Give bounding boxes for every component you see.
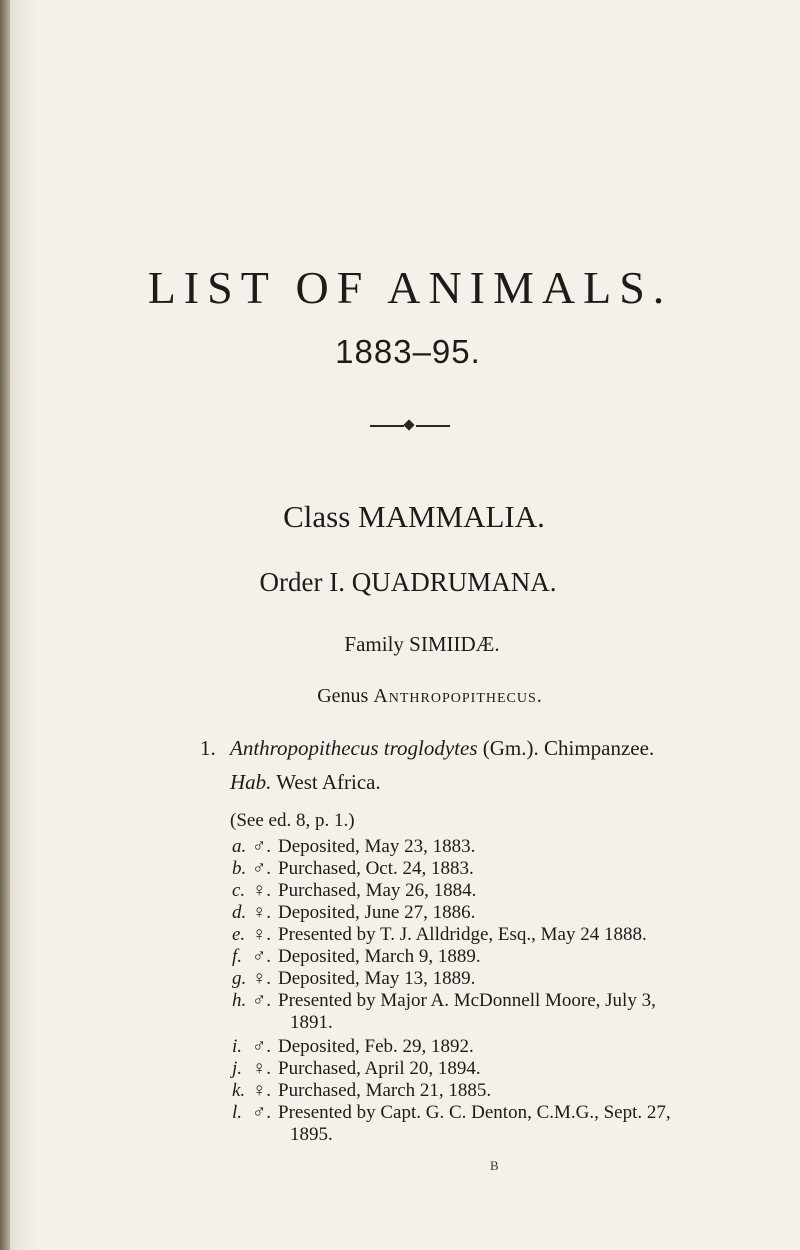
sex-symbol: ♂.	[252, 858, 271, 879]
entry-letter: f.	[232, 946, 243, 967]
entry-letter: b.	[232, 858, 247, 879]
genus-name: Anthropopithecus.	[373, 685, 543, 707]
divider-rule-right	[416, 425, 450, 427]
divider-rule-left	[370, 425, 404, 427]
habitat-value: West Africa.	[271, 770, 381, 794]
family-heading: Family SIMIIDÆ.	[344, 632, 500, 656]
entry-text: Deposited, May 13, 1889.	[278, 968, 476, 989]
class-heading: Class MAMMALIA.	[283, 499, 545, 534]
entry-letter: l.	[232, 1102, 243, 1123]
entry-text: Presented by Capt. G. C. Denton, C.M.G., Sept. 27,	[278, 1102, 671, 1123]
entry-letter: e.	[232, 924, 246, 945]
entry-letter: c.	[232, 880, 246, 901]
sex-symbol: ♀.	[252, 1058, 271, 1079]
sex-symbol: ♀.	[252, 968, 271, 989]
divider-ornament	[370, 421, 450, 431]
sex-symbol: ♂.	[252, 836, 271, 857]
sex-symbol: ♀.	[252, 902, 271, 923]
entry-letter: h.	[232, 990, 247, 1011]
year-range: 1883–95.	[335, 333, 481, 370]
species-number: 1.	[200, 736, 216, 760]
entry-letter: a.	[232, 836, 247, 857]
entry-text: Deposited, Feb. 29, 1892.	[278, 1036, 474, 1057]
species-authority: (Gm.). Chimpanzee.	[477, 736, 655, 760]
entry-text: Deposited, May 23, 1883.	[278, 836, 476, 857]
signature-mark: B	[490, 1158, 499, 1173]
genus-prefix: Genus	[317, 685, 374, 707]
entry-letter: i.	[232, 1036, 243, 1057]
entry-text: Purchased, March 21, 1885.	[278, 1080, 492, 1101]
entry-letter: k.	[232, 1080, 246, 1101]
entry-letter: d.	[232, 902, 247, 923]
habitat-label: Hab.	[230, 770, 272, 794]
entry-text-continued: 1895.	[290, 1124, 333, 1145]
sex-symbol: ♂.	[252, 1036, 271, 1057]
entry-letter: j.	[232, 1058, 243, 1079]
entry-text: Deposited, March 9, 1889.	[278, 946, 481, 967]
entry-letter: g.	[232, 968, 247, 989]
species-body	[230, 734, 654, 762]
species-scientific-name: Anthropopithecus troglodytes	[230, 736, 478, 760]
page-binding-shadow	[0, 0, 10, 1250]
entry-text: Purchased, May 26, 1884.	[278, 880, 477, 901]
sex-symbol: ♀.	[252, 880, 271, 901]
see-reference: (See ed. 8, p. 1.)	[230, 810, 355, 831]
genus-heading	[0, 683, 800, 709]
entry-text-continued: 1891.	[290, 1012, 333, 1033]
sex-symbol: ♀.	[252, 1080, 271, 1101]
entry-text: Purchased, Oct. 24, 1883.	[278, 858, 474, 879]
diamond-icon	[403, 419, 414, 430]
page-title: LIST OF ANIMALS.	[147, 262, 673, 313]
entry-text: Presented by Major A. McDonnell Moore, July 3,	[278, 990, 656, 1011]
sex-symbol: ♂.	[252, 1102, 271, 1123]
sex-symbol: ♀.	[252, 924, 271, 945]
order-heading: Order I. QUADRUMANA.	[259, 567, 557, 597]
sex-symbol: ♂.	[252, 946, 271, 967]
sex-symbol: ♂.	[252, 990, 271, 1011]
habitat-line	[230, 768, 381, 796]
entry-text: Purchased, April 20, 1894.	[278, 1058, 481, 1079]
entry-text: Presented by T. J. Alldridge, Esq., May 24 1888.	[278, 924, 647, 945]
entry-text: Deposited, June 27, 1886.	[278, 902, 476, 923]
